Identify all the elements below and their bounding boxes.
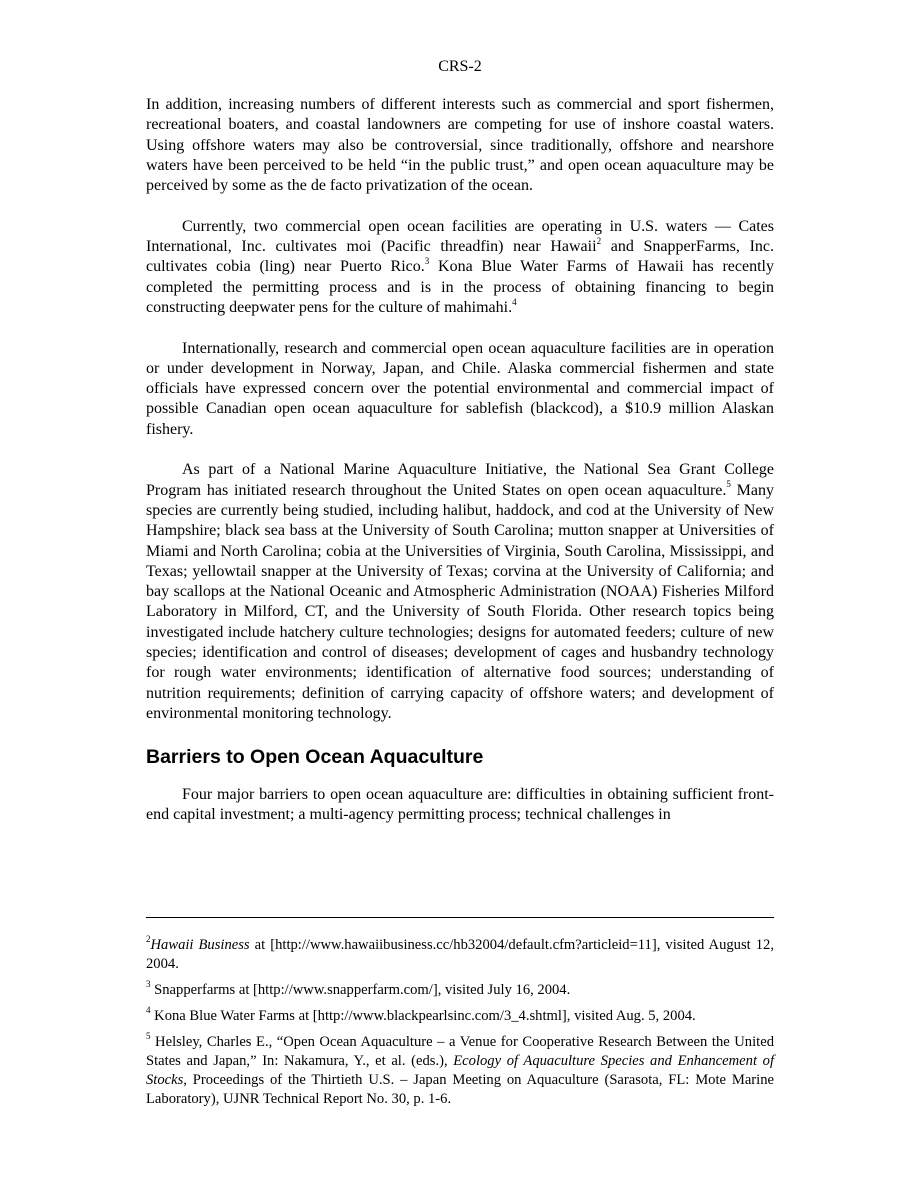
footnote-4-text: Kona Blue Water Farms at [http://www.blackpearlsinc.com/3_4.shtml], visited Aug. 5, 2004. bbox=[150, 1008, 696, 1024]
page-header: CRS-2 bbox=[438, 58, 482, 75]
paragraph-2-part-1: Currently, two commercial open ocean facilities are operating in U.S. waters — Cates International, Inc. cultivates moi (Pacific threadfin) near Hawaii bbox=[146, 217, 774, 256]
paragraph-4 bbox=[146, 460, 774, 724]
paragraph-2-part-2: and SnapperFarms, Inc. cultivates cobia (ling) near Puerto Rico. bbox=[146, 238, 775, 276]
footnote-3 bbox=[146, 981, 774, 1000]
paragraph-4-part-1: As part of a National Marine Aquaculture Initiative, the National Sea Grant College Program has initiated research throughout the United States on open ocean aquaculture. bbox=[146, 461, 774, 499]
footnote-2-title: Hawaii Business bbox=[150, 937, 250, 953]
footnote-ref-3[interactable]: 3 bbox=[424, 256, 430, 267]
paragraph-2-part-3: Kona Blue Water Farms of Hawaii has recently completed the permitting process and is in the process of obtaining financing to begin constructing deepwater pens for the culture of mahimahi. bbox=[146, 258, 775, 316]
footnote-number-4: 4 bbox=[146, 1005, 151, 1016]
footnote-5-title: Ecology of Aquaculture Species and Enhancement of Stocks bbox=[146, 1053, 774, 1088]
footnote-3-text: Snapperfarms at [http://www.snapperfarm.com/], visited July 16, 2004. bbox=[150, 982, 571, 998]
footnote-ref-5[interactable]: 5 bbox=[726, 479, 731, 490]
paragraph-1: In addition, increasing numbers of different interests such as commercial and sport fishermen, recreational boaters, and coastal landowners are competing for use of inshore coastal waters. Using offshore waters may also be controversial, since traditionally, offshore and nearshore waters have been perceived to be held “in the public trust,” and open ocean aquaculture may be perceived by some as the de facto privatization of the ocean. bbox=[146, 96, 774, 195]
footnote-5-text-1: Helsley, Charles E., “Open Ocean Aquaculture – a Venue for Cooperative Research Between the United States and Japan,” In: Nakamura, Y., et al. (eds.), bbox=[146, 1034, 774, 1069]
body-text bbox=[146, 95, 774, 845]
footnote-5 bbox=[146, 1033, 774, 1109]
footnote-ref-2[interactable]: 2 bbox=[596, 235, 602, 246]
footnote-number-3: 3 bbox=[146, 979, 151, 990]
paragraph-5: Four major barriers to open ocean aquaculture are: difficulties in obtaining sufficient front-end capital investment; a multi-agency permitting process; technical challenges in bbox=[146, 785, 774, 823]
paragraph-4-part-2: Many species are currently being studied, including halibut, haddock, and cod at the University of New Hampshire; black sea bass at the University of South Carolina; mutton snapper at Universities of Miami and North Carolina; cobia at the Universities of Virginia, South Carolina, Mississippi, and Texas; yellowtail snapper at the University of Texas; corvina at the University of California; and bay scallops at the National Oceanic and Atmospheric Administration (NOAA) Fisheries Milford Laboratory in Milford, CT, and the University of South Florida. Other research topics being investigated include hatchery culture technologies; designs for automated feeders; culture of new species; identification and control of diseases; development of cages and husbandry technology for rough water environments; identification of alternative food sources; understanding of nutrition requirements; definition of carrying capacity of offshore waters; and development of environmental monitoring technology. bbox=[146, 481, 775, 722]
footnote-divider bbox=[146, 917, 774, 918]
footnote-4 bbox=[146, 1007, 774, 1026]
paragraph-3: Internationally, research and commercial open ocean aquaculture facilities are in operation or under development in Norway, Japan, and Chile. Alaska commercial fishermen and state officials have expressed concern over the potential environmental and commercial impact of possible Canadian open ocean aquaculture for sablefish (blackcod), a $10.9 million Alaskan fishery. bbox=[146, 339, 774, 438]
paragraph-2 bbox=[146, 217, 774, 318]
footnote-2-text: at [http://www.hawaiibusiness.cc/hb32004/default.cfm?articleid=11], visited August 12, 2004. bbox=[146, 937, 775, 972]
footnote-number-5: 5 bbox=[146, 1031, 151, 1042]
footnotes bbox=[146, 936, 774, 1116]
footnote-5-text-2: , Proceedings of the Thirtieth U.S. – Japan Meeting on Aquaculture (Sarasota, FL: Mote Marine Laboratory), UJNR Technical Report No. 30, p. 1-6. bbox=[146, 1072, 774, 1107]
footnote-number-2: 2 bbox=[146, 934, 151, 945]
footnote-2 bbox=[146, 936, 774, 974]
section-heading: Barriers to Open Ocean Aquaculture bbox=[146, 745, 484, 768]
footnote-ref-4[interactable]: 4 bbox=[512, 296, 517, 307]
